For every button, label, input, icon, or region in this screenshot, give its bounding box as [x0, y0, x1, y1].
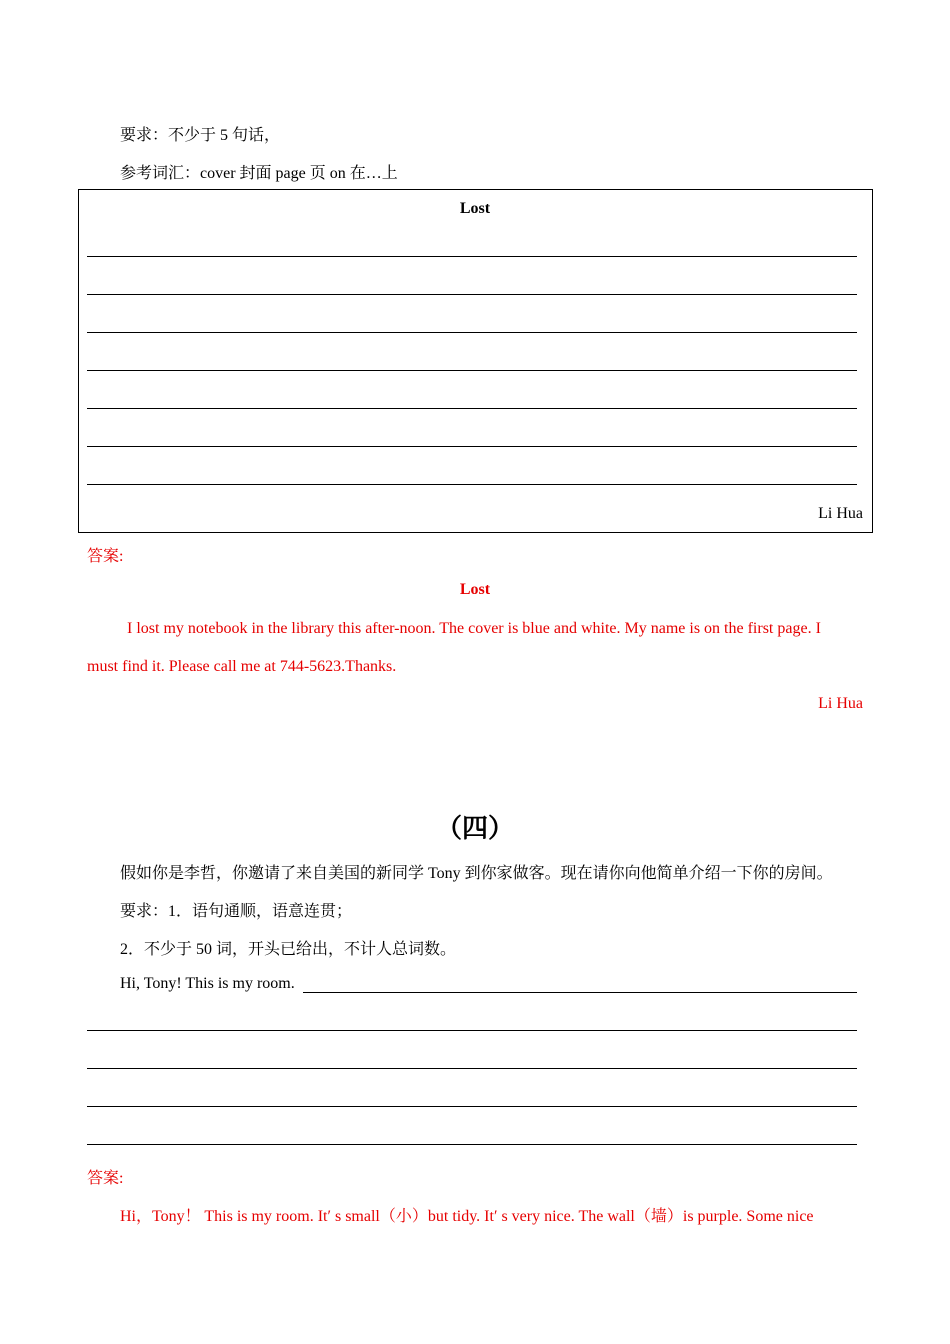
- answer-label: 答案:: [87, 1170, 124, 1187]
- answer-signature: Li Hua: [818, 695, 863, 712]
- writing-line[interactable]: [87, 484, 857, 485]
- vocabulary-text: 参考词汇：cover 封面 page 页 on 在…上: [120, 165, 398, 182]
- writing-line[interactable]: [87, 446, 857, 447]
- requirement-text: 要求：不少于 5 句话，: [120, 127, 281, 144]
- writing-line[interactable]: [87, 294, 857, 295]
- answer-line-1: I lost my notebook in the library this after-noon. The cover is blue and white. My name is on the first page. I: [127, 620, 821, 637]
- writing-box: [78, 189, 873, 533]
- writing-line[interactable]: [87, 370, 857, 371]
- writing-line[interactable]: [87, 1030, 857, 1031]
- answer-title: Lost: [459, 581, 491, 598]
- writing-line[interactable]: [87, 1106, 857, 1107]
- opening-sentence: Hi, Tony! This is my room.: [120, 975, 295, 992]
- task-prompt: 假如你是李哲，你邀请了来自美国的新同学 Tony 到你家做客。现在请你向他简单介绍一下你的房间。: [120, 865, 833, 882]
- writing-line[interactable]: [87, 1068, 857, 1069]
- requirement-2: 2．不少于 50 词，开头已给出，不计人总词数。: [120, 941, 457, 958]
- box-title: Lost: [459, 200, 491, 217]
- writing-line[interactable]: [87, 256, 857, 257]
- answer-label: 答案:: [87, 548, 124, 565]
- box-signature: Li Hua: [818, 505, 863, 522]
- writing-line[interactable]: [87, 1144, 857, 1145]
- section-heading: （四）: [435, 814, 514, 843]
- answer-line-2: must find it. Please call me at 744-5623.Thanks.: [87, 658, 397, 675]
- writing-line[interactable]: [303, 992, 857, 993]
- writing-line[interactable]: [87, 332, 857, 333]
- answer-line-1: Hi，Tony！ This is my room. It′ s small（小）but tidy. It′ s very nice. The wall（墙）is purple. Some nice: [120, 1208, 814, 1225]
- requirement-1: 要求：1．语句通顺，语意连贯；: [120, 903, 353, 920]
- writing-line[interactable]: [87, 408, 857, 409]
